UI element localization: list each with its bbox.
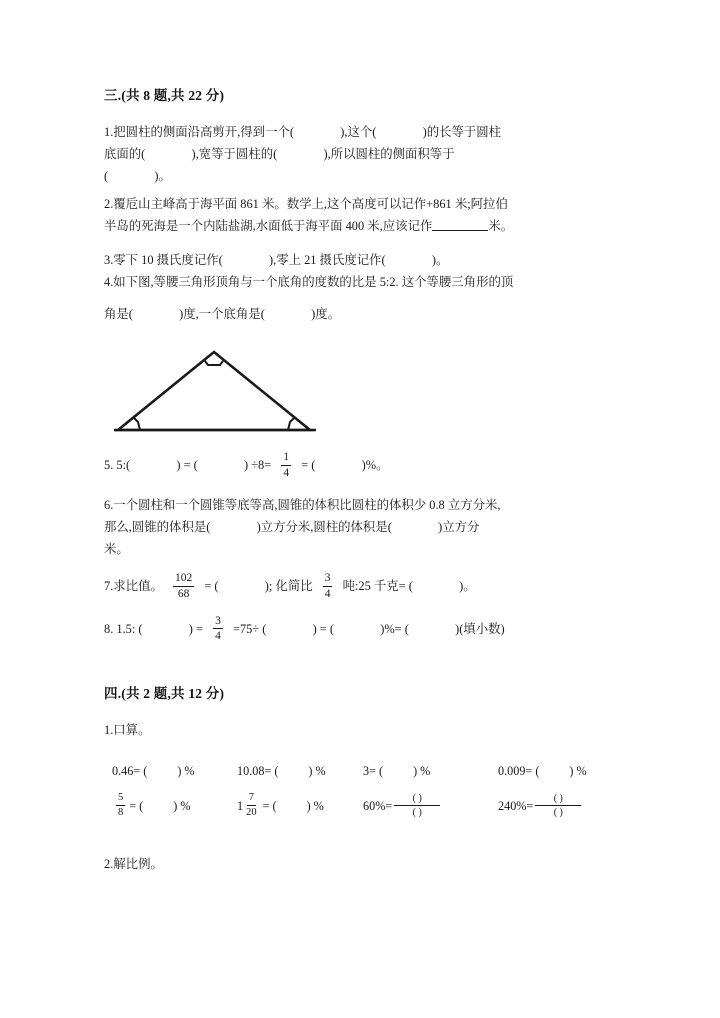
- blank-fraction[interactable]: [394, 793, 440, 818]
- question-3-2: 2.覆卮山主峰高于海平面 861 米。数学上,这个高度可以记作+861 米;阿拉伯: [104, 197, 508, 211]
- oral-expr: = (: [262, 799, 277, 813]
- q3-5-b: ) = (: [176, 458, 198, 473]
- question-3-8: [104, 616, 624, 645]
- q3-4-line2-c: )度。: [311, 307, 340, 321]
- question-4-1-label: 1.口算。: [104, 723, 151, 738]
- q3-6-line2-b: )立方分米,圆柱的体积是(: [256, 519, 392, 534]
- q3-8-b: ) =: [188, 621, 203, 636]
- oral-close: ) %: [569, 764, 587, 779]
- fraction-numerator: 3: [213, 615, 223, 630]
- oral-expr: 0.46= (: [112, 764, 148, 779]
- oral-arithmetic-row-1: [104, 764, 624, 779]
- question-3-1-line3: [104, 166, 624, 186]
- question-3-3: [104, 250, 624, 270]
- fraction-one-quarter: [281, 451, 291, 480]
- oral-item-percent-to-fraction: [363, 794, 498, 819]
- oral-item: [363, 764, 498, 779]
- fraction-numerator-blank[interactable]: ( ): [394, 793, 440, 806]
- question-3-2-line2: [104, 216, 624, 236]
- spacer: [104, 652, 624, 682]
- fraction-denominator: 4: [283, 466, 290, 479]
- fraction-three-quarters: [323, 572, 333, 601]
- oral-item: [498, 764, 587, 779]
- section-heading-3: 三.(共 8 题,共 22 分): [104, 88, 225, 103]
- fraction-numerator: 5: [116, 792, 125, 806]
- fraction-denominator-blank[interactable]: ( ): [412, 807, 422, 818]
- q3-7-b: = (: [204, 578, 219, 593]
- fraction-numerator-blank[interactable]: ( ): [535, 793, 581, 806]
- worksheet-content: [104, 84, 624, 882]
- q3-4-line2-b: )度,一个底角是(: [179, 307, 265, 321]
- q3-1-line3-a: (: [104, 169, 109, 183]
- triangle-figure: [104, 334, 624, 446]
- q3-6-line2-a: 那么,圆锥的体积是(: [104, 519, 211, 534]
- oral-close: ) %: [177, 764, 195, 779]
- blank-fraction[interactable]: [535, 793, 581, 818]
- q3-1-line1-c: )的长等于圆柱: [422, 125, 502, 139]
- q3-8-d: ) = (: [312, 621, 335, 636]
- question-3-1: [104, 122, 624, 142]
- oral-close: ) %: [308, 764, 326, 779]
- q3-8-e: )%= (: [380, 621, 409, 636]
- fraction-denominator: 4: [324, 587, 331, 600]
- mixed-whole-part: 1: [237, 799, 244, 813]
- question-3-6-line3: 米。: [104, 541, 129, 556]
- q3-1-line2-b: ),宽等于圆柱的(: [191, 147, 278, 161]
- q3-7-d: 吨:25 千克= (: [342, 578, 413, 593]
- percent-label: 60%=: [363, 799, 393, 813]
- q3-1-line3-b: )。: [154, 169, 171, 183]
- isosceles-triangle-icon: [104, 334, 334, 446]
- question-3-5: [104, 452, 624, 481]
- q3-7-a: 7.求比值。: [104, 578, 163, 593]
- q3-7-c: ); 化简比: [264, 578, 313, 593]
- q3-5-c: ) ÷8=: [244, 458, 272, 473]
- q3-6-line2-c: )立方分: [438, 519, 480, 534]
- oral-item: [112, 764, 237, 779]
- fraction-three-quarters: [213, 615, 223, 644]
- q3-8-c: =75÷ (: [232, 621, 267, 636]
- fraction-numerator: 3: [323, 572, 333, 587]
- q3-1-line2-c: ),所以圆柱的侧面积等于: [323, 147, 455, 161]
- mixed-fraction-part: [244, 792, 259, 819]
- oral-item-percent-to-fraction: [498, 794, 583, 819]
- base-right-angle-arc-icon: [288, 417, 295, 430]
- question-3-4: 4.如下图,等腰三角形顶角与一个底角的度数的比是 5:2. 这个等腰三角形的顶: [104, 275, 514, 289]
- q3-5-a: 5. 5:(: [104, 458, 131, 473]
- fraction-denominator: 20: [246, 807, 257, 818]
- q3-1-line1-b: ),这个(: [340, 125, 377, 139]
- section-heading-4: 四.(共 2 题,共 12 分): [104, 686, 225, 702]
- spacer: [104, 834, 624, 854]
- oral-item: [237, 764, 363, 779]
- mixed-number-1-7-20: [237, 793, 263, 820]
- oral-close: ) %: [413, 764, 431, 779]
- spacer: [104, 754, 624, 764]
- q3-8-f: )(填小数): [455, 621, 505, 636]
- q3-7-e: )。: [459, 578, 476, 593]
- oral-item-fraction: [112, 793, 237, 820]
- q3-2-line2-a: 半岛的死海是一个内陆盐湖,水面低于海平面 400 米,应该记作: [104, 219, 433, 233]
- fraction-denominator: 4: [215, 630, 221, 643]
- q3-3-b: ),零上 21 摄氏度记作(: [268, 253, 386, 267]
- q3-4-line2-a: 角是(: [104, 307, 133, 321]
- q3-5-d: = (: [301, 458, 316, 473]
- fraction-denominator-blank[interactable]: ( ): [553, 807, 563, 818]
- fraction-102-68: [173, 572, 194, 601]
- fraction-numerator: 102: [173, 572, 194, 587]
- question-3-6-line2: [104, 517, 624, 537]
- base-left-angle-arc-icon: [133, 417, 140, 430]
- q3-8-a: 8. 1.5: (: [104, 621, 143, 636]
- question-3-4-line2: [104, 304, 624, 324]
- oral-close: ) %: [306, 799, 324, 813]
- oral-expr: 10.08= (: [237, 764, 279, 779]
- oral-expr: 0.009= (: [498, 764, 540, 779]
- fraction-numerator: 1: [281, 451, 291, 466]
- oral-close: ) %: [173, 799, 191, 813]
- question-3-1-line2: [104, 144, 624, 164]
- triangle-outline: [118, 352, 310, 430]
- question-3-7: [104, 573, 624, 602]
- oral-expr: = (: [129, 799, 144, 813]
- question-4-2-label: 2.解比例。: [104, 856, 163, 871]
- fraction-numerator: 7: [247, 792, 256, 806]
- question-3-6: 6.一个圆柱和一个圆锥等底等高,圆锥的体积比圆柱的体积少 0.8 立方分米,: [104, 497, 501, 512]
- q3-3-c: )。: [431, 253, 449, 267]
- percent-label: 240%=: [498, 799, 534, 813]
- spacer: [104, 294, 624, 304]
- q3-1-line2-a: 底面的(: [104, 147, 146, 161]
- fraction-five-eighths: [116, 792, 125, 819]
- oral-arithmetic-row-2: [104, 793, 624, 820]
- q3-2-line2-b: 米。: [488, 219, 514, 233]
- q3-1-line1-a: 1.把圆柱的侧面沿高剪开,得到一个(: [104, 125, 294, 139]
- underline-blank[interactable]: [432, 218, 488, 231]
- oral-expr: 3= (: [363, 764, 384, 779]
- q3-5-e: )%。: [361, 458, 389, 473]
- q3-3-a: 3.零下 10 摄氏度记作(: [104, 253, 223, 267]
- oral-item-mixed-number: [237, 793, 363, 820]
- apex-angle-arc-icon: [205, 361, 223, 365]
- fraction-denominator: 8: [118, 807, 124, 818]
- fraction-denominator: 68: [177, 587, 190, 600]
